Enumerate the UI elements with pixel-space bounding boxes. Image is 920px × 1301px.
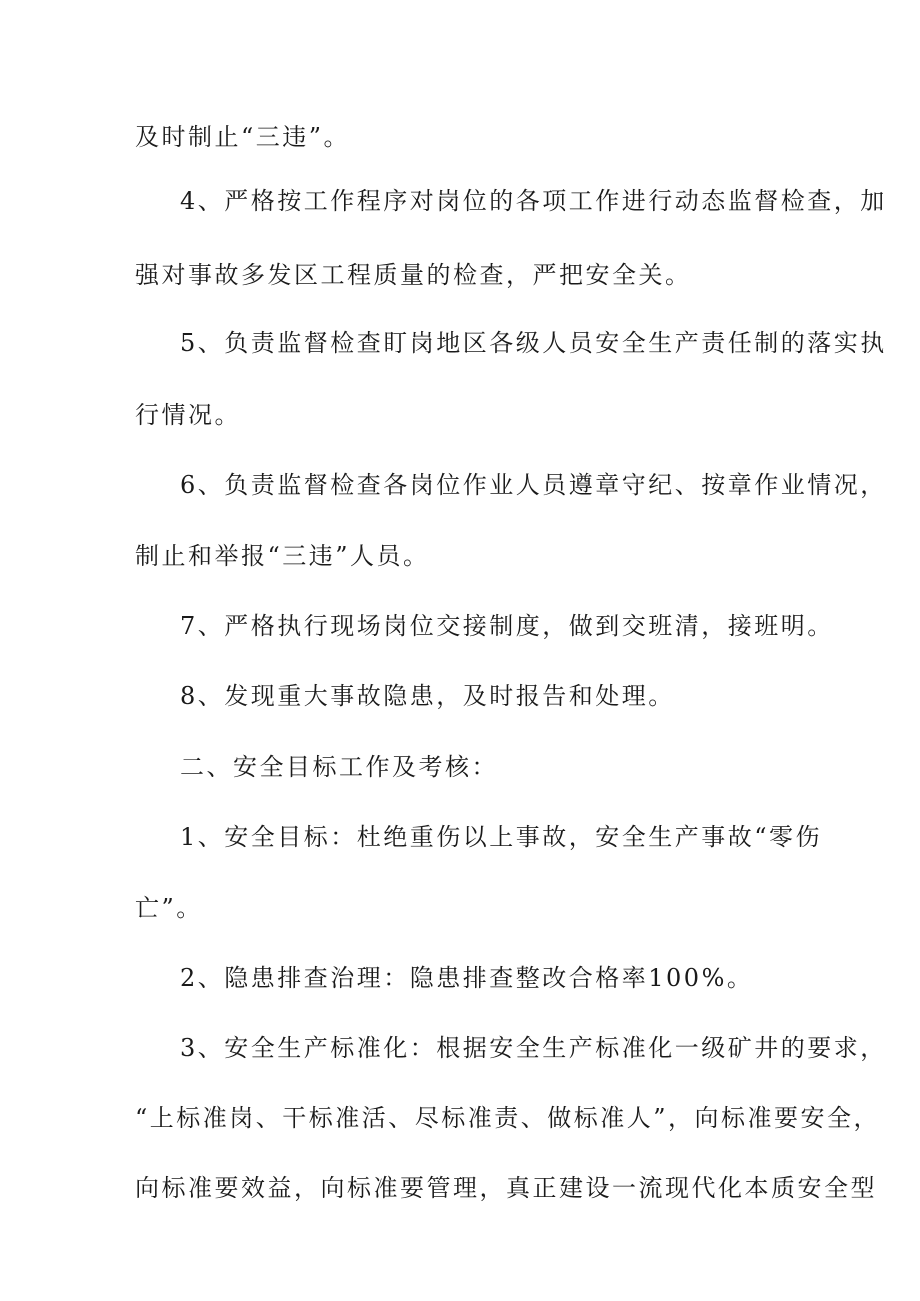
text-line: 1、安全目标：杜绝重伤以上事故，安全生产事故“零伤 [180,823,823,851]
text-line: 及时制止“三违”。 [135,123,351,151]
text-line: 亡”。 [135,894,203,922]
text-line: “上标准岗、干标准活、尽标准责、做标准人”，向标准要安全， [135,1104,881,1132]
text-line: 制止和举报“三违”人员。 [135,542,430,570]
text-line: 2、隐患排查治理：隐患排查整改合格率100%。 [180,964,754,992]
text-line: 3、安全生产标准化：根据安全生产标准化一级矿井的要求， [180,1034,887,1062]
text-line: 6、负责监督检查各岗位作业人员遵章守纪、按章作业情况， [180,471,887,499]
text-line: 向标准要效益，向标准要管理，真正建设一流现代化本质安全型 [135,1174,877,1202]
text-line: 行情况。 [135,401,241,429]
text-line: 5、负责监督检查盯岗地区各级人员安全生产责任制的落实执 [180,329,887,357]
text-line: 强对事故多发区工程质量的检查，严把安全关。 [135,261,692,289]
section-heading: 二、安全目标工作及考核： [180,753,498,781]
text-line: 8、发现重大事故隐患，及时报告和处理。 [180,682,675,710]
text-line: 4、严格按工作程序对岗位的各项工作进行动态监督检查，加 [180,187,887,215]
text-line: 7、严格执行现场岗位交接制度，做到交班清，接班明。 [180,612,834,640]
